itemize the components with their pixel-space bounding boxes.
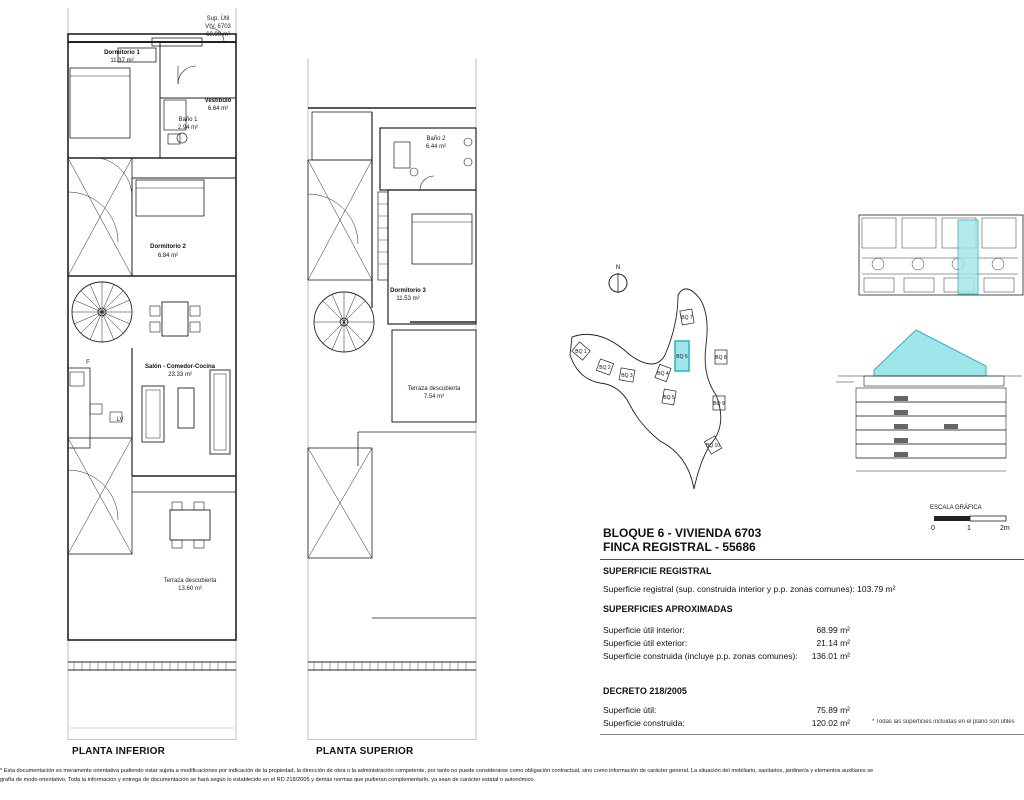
scale-tick-2: 2m — [1000, 525, 1010, 532]
divider — [600, 559, 1024, 560]
site-plan — [560, 255, 760, 495]
block-label-8: BQ 8 — [715, 355, 727, 361]
bano2-area: 6.44 m² — [425, 144, 447, 150]
bano2-label: Baño 2 — [426, 136, 446, 142]
salon-area: 23.33 m² — [168, 372, 192, 378]
lower-plan-label: PLANTA INFERIOR — [72, 746, 165, 757]
decreto-row-1-value: 75.89 m² — [816, 705, 850, 715]
dormitorio1-area: 11.37 m² — [110, 58, 134, 64]
viv-label: VIV. 6703 — [205, 24, 231, 30]
aprox-row-1-value: 68.99 m² — [816, 625, 850, 635]
aprox-row-2-value: 21.14 m² — [816, 638, 850, 648]
fridge-mark: F — [86, 360, 90, 366]
terraza-label: Terraza descubierta — [163, 578, 217, 584]
block-label-9: BQ 9 — [713, 401, 725, 407]
decreto-row-2-label: Superficie construida: — [603, 718, 685, 728]
lower-floor-plan — [60, 8, 245, 740]
vestibulo-label: Vestíbulo — [204, 98, 232, 104]
footer-line-2: grafía de modo orientativo. Toda la información y entrega de documentación se hará según lo establecido en el RD 218/2005 y demás normas que pudieran complementarlo, ya sean de carácter estatal o autonómico. — [0, 777, 536, 783]
bottom-divider — [600, 734, 1024, 735]
decreto-row-2-value: 120.02 m² — [811, 718, 850, 728]
north-arrow-icon — [609, 273, 627, 293]
terraza-area: 13.60 m² — [178, 586, 202, 592]
title-line-1: BLOQUE 6 - VIVIENDA 6703 — [603, 526, 762, 540]
scale-tick-0: 0 — [931, 525, 935, 532]
salon-label: Salón - Comedor-Cocina — [144, 364, 216, 370]
aprox-row-1-label: Superficie útil interior: — [603, 625, 685, 635]
block-label-3: BQ 3 — [621, 373, 633, 379]
dormitorio2-area: 6.84 m² — [157, 253, 179, 259]
aprox-heading: SUPERFICIES APROXIMADAS — [603, 604, 733, 614]
registral-heading: SUPERFICIE REGISTRAL — [603, 566, 712, 576]
block-label-1: BQ 1 — [575, 349, 587, 355]
decreto-row-1-label: Superficie útil: — [603, 705, 657, 715]
aprox-row-3-label: Superficie construida (incluye p.p. zonas comunes): — [603, 651, 798, 661]
decreto-heading: DECRETO 218/2005 — [603, 686, 687, 696]
vestibulo-area: 6.64 m² — [207, 106, 229, 112]
viv-area: 68.99 m² — [206, 32, 230, 38]
terraza-upper-label: Terraza descubierta — [407, 386, 461, 392]
aprox-row-3-value: 136.01 m² — [811, 651, 850, 661]
block-label-10: BQ 10 — [705, 443, 721, 449]
block-label-4: BQ 4 — [657, 371, 669, 377]
registral-text: Superficie registral (sup. construida interior y p.p. zonas comunes): 103.79 m² — [603, 584, 896, 594]
bano1-area: 2.94 m² — [177, 125, 199, 131]
lv-mark: LV — [116, 417, 124, 423]
dormitorio3-label: Dormitorio 3 — [390, 288, 426, 294]
block-label-5: BQ 5 — [663, 395, 675, 401]
block-plan-thumbnail — [858, 214, 1024, 296]
footer-line-1: * Esta documentación es meramente orientativa pudiendo estar sujeta a modificaciones por indicación de la propiedad, la dirección de obra o la administración competente, por tanto no puede considerarse como obligación contractual, sino como información de carácter general. La situación del mobiliario, sanitarios, jardinería y elementos auxiliares se — [0, 768, 874, 774]
bano1-label: Baño 1 — [178, 117, 198, 123]
upper-floor-plan — [300, 8, 485, 740]
north-label: N — [615, 265, 621, 271]
scale-tick-1: 1 — [967, 525, 971, 532]
block-label-6: BQ 6 — [676, 354, 688, 360]
dormitorio2-label: Dormitorio 2 — [150, 244, 186, 250]
dormitorio3-area: 11.53 m² — [396, 296, 420, 302]
scale-bar — [930, 514, 1020, 524]
scale-label: ESCALA GRÁFICA — [930, 505, 982, 511]
block-label-2: BQ 2 — [599, 365, 611, 371]
terraza-upper-area: 7.54 m² — [423, 394, 445, 400]
side-note: * Todas las superficies incluidas en el plano son útiles — [872, 719, 1015, 725]
aprox-row-2-label: Superficie útil exterior: — [603, 638, 688, 648]
dormitorio1-label: Dormitorio 1 — [104, 50, 140, 56]
sup-util-label: Sup. Útil — [206, 16, 230, 22]
thumbnail-highlight — [958, 220, 978, 294]
upper-plan-label: PLANTA SUPERIOR — [316, 746, 414, 757]
title-line-2: FINCA REGISTRAL - 55686 — [603, 540, 756, 554]
block-label-7: BQ 7 — [681, 315, 693, 321]
section-elevation — [836, 326, 1024, 496]
